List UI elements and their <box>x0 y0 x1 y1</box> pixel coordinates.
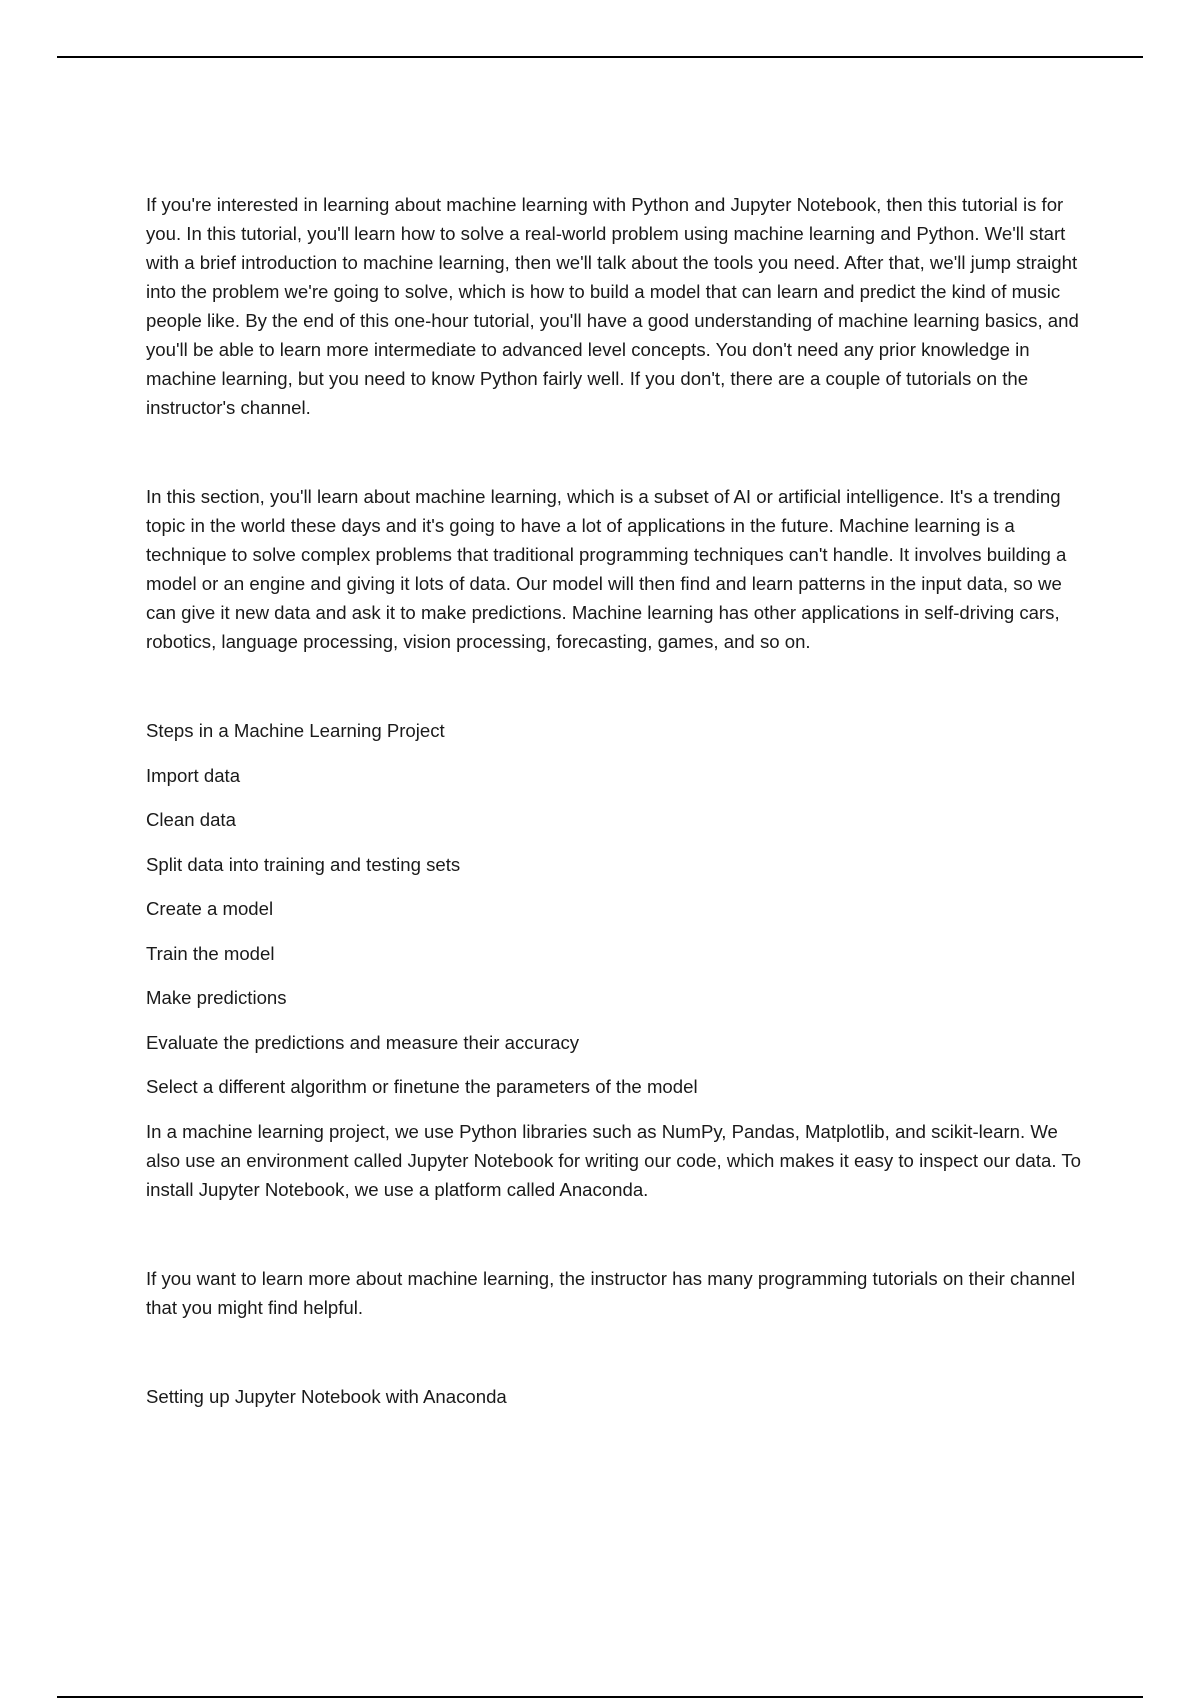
steps-heading: Steps in a Machine Learning Project <box>146 720 445 741</box>
step-item: Split data into training and testing sets <box>146 853 461 875</box>
learn-more-paragraph: If you want to learn more about machine learning, the instructor has many programming tutorials on their channel that you might find helpful. <box>146 1267 1076 1318</box>
step-item: Make predictions <box>146 987 287 1008</box>
step-item: Import data <box>146 764 241 786</box>
step-item: Select a different algorithm or finetune the parameters of the model <box>146 1076 698 1097</box>
intro-paragraph: If you're interested in learning about machine learning with Python and Jupyter Notebook, then this tutorial is for you. In this tutorial, you'll learn how to solve a real-world problem using machine learning and Python. We'll start with a brief introduction to machine learning, then we'll talk about the tools you need. After that, we'll jump straight into the problem we're going to solve, which is how to build a model that can learn and predict the kind of music people like. By the end of this one-hour tutorial, you'll have a good understanding of machine learning basics, and you'll be able to learn more intermediate to advanced level concepts. You don't need any prior knowledge in machine learning, but you need to know Python fairly well. If you don't, there are a couple of tutorials on the instructor's channel. <box>146 194 1079 418</box>
spacer <box>146 1322 1094 1382</box>
section-intro-paragraph: In this section, you'll learn about machine learning, which is a subset of AI or artificial intelligence. It's a trending topic in the world these days and it's going to have a lot of applications in the future. Machine learning is a technique to solve complex problems that traditional programming techniques can't handle. It involves building a model or an engine and giving it lots of data. Our model will then find and learn patterns in the input data, so we can give it new data and ask it to make predictions. Machine learning has other applications in self-driving cars, robotics, language processing, vision processing, forecasting, games, and so on. <box>146 486 1067 652</box>
top-rule <box>57 56 1143 58</box>
spacer <box>146 422 1094 482</box>
step-item: Clean data <box>146 809 236 830</box>
spacer <box>146 656 1094 716</box>
spacer <box>146 1204 1094 1264</box>
setup-heading: Setting up Jupyter Notebook with Anaconda <box>146 1385 507 1407</box>
libraries-paragraph: In a machine learning project, we use Python libraries such as NumPy, Pandas, Matplotlib, and scikit-learn. We also use an environment called Jupyter Notebook for writing our code, which makes it easy to inspect our data. To install Jupyter Notebook, we use a platform called Anaconda. <box>146 1120 1082 1200</box>
step-item: Train the model <box>146 942 275 964</box>
step-item: Evaluate the predictions and measure their accuracy <box>146 1031 580 1053</box>
document-body <box>146 190 1094 1426</box>
step-item: Create a model <box>146 898 274 919</box>
bottom-rule <box>57 1696 1143 1698</box>
